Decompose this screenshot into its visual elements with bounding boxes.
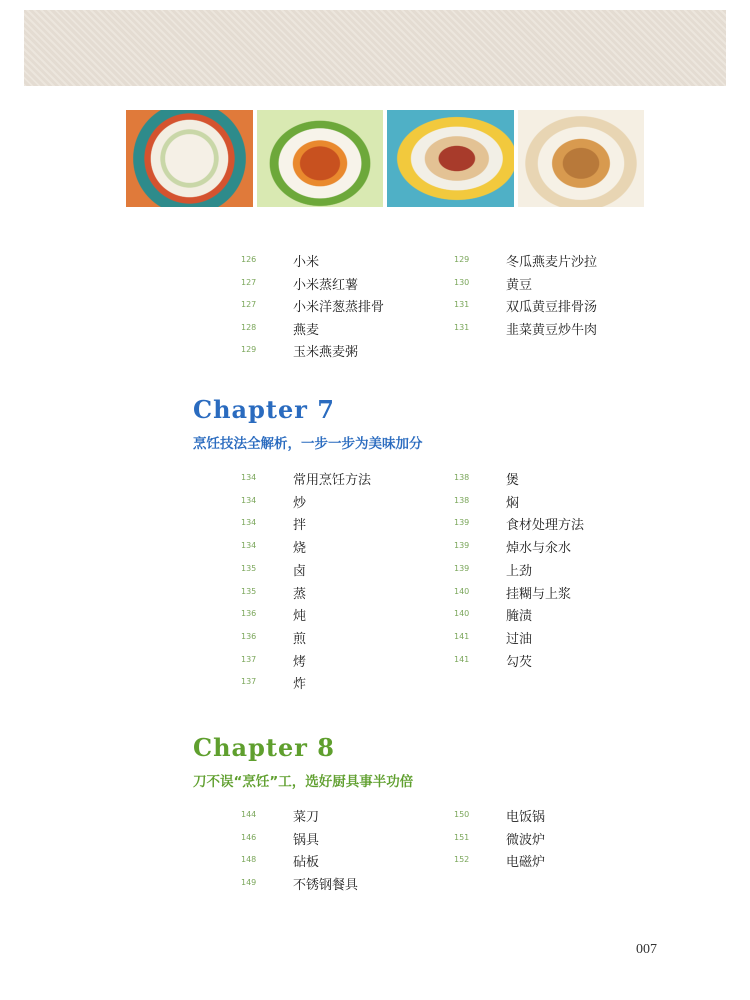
toc-entry-title: 锅具: [293, 832, 320, 848]
page-number: 007: [636, 942, 657, 957]
toc-entry-title: 煎: [293, 631, 307, 647]
toc-entry-title: 炖: [293, 609, 307, 625]
toc-page-number: 128: [241, 322, 257, 332]
toc-entry-title: 拌: [293, 518, 307, 534]
toc-entry-title: 过油: [506, 631, 533, 647]
food-photo-noodles: [518, 110, 645, 207]
toc-page-number: 140: [454, 609, 470, 619]
header-banner: [24, 10, 726, 86]
chapter-7-heading: Chapter 7: [193, 395, 335, 424]
chapter-7-subtitle: 烹饪技法全解析，一步一步为美味加分: [193, 436, 423, 452]
toc-entry-title: 双瓜黄豆排骨汤: [506, 300, 598, 315]
toc-page-number: 134: [241, 541, 257, 551]
toc-entry-title: 砧板: [293, 855, 320, 870]
toc-entry-title: 微波炉: [506, 832, 546, 848]
toc-entry-title: 小米洋葱蒸排骨: [293, 300, 385, 315]
toc-page-number: 136: [241, 609, 257, 619]
toc-entry-title: 韭菜黄豆炒牛肉: [506, 322, 598, 338]
food-photo-stir-fry: [387, 110, 514, 207]
food-photo-braised-chicken: [257, 110, 384, 207]
toc-page-number: 129: [241, 345, 257, 354]
toc-page-number: 135: [241, 586, 257, 596]
toc-entry-title: 菜刀: [293, 810, 320, 825]
toc-entry-title: 勾芡: [506, 654, 533, 670]
toc-page-number: 151: [454, 832, 470, 842]
toc-entry-title: 炒: [293, 495, 307, 511]
toc-page-number: 152: [454, 855, 470, 864]
toc-page-number: 138: [454, 495, 470, 505]
toc-page-number: 140: [454, 586, 470, 596]
food-photo-strip: [126, 110, 644, 207]
toc-page-number: 127: [241, 300, 257, 309]
toc-page-number: 144: [241, 810, 257, 819]
toc-entry-title: 小米: [293, 255, 320, 270]
toc-page-number: 141: [454, 631, 470, 641]
toc-page-number: 134: [241, 473, 257, 482]
toc-entry-title: 电饭锅: [506, 810, 546, 825]
toc-page-number: 131: [454, 300, 470, 309]
food-photo-steamed-cabbage: [126, 110, 253, 207]
toc-page-number: 150: [454, 810, 470, 819]
toc-entry-title: 蒸: [293, 586, 307, 602]
toc-page-number: 126: [241, 255, 257, 264]
toc-entry-title: 挂糊与上浆: [506, 586, 572, 602]
toc-entry-title: 炸: [293, 677, 307, 693]
toc-page-number: 137: [241, 654, 257, 664]
toc-entry-title: 煲: [506, 473, 520, 488]
toc-page-number: 146: [241, 832, 257, 842]
toc-entry-title: 烤: [293, 654, 307, 670]
toc-entry-title: 卤: [293, 563, 307, 579]
toc-entry-title: 玉米燕麦粥: [293, 345, 359, 360]
toc-page-number: 138: [454, 473, 470, 482]
toc-page-number: 131: [454, 322, 470, 332]
chapter-8-heading: Chapter 8: [193, 733, 335, 762]
toc-entry-title: 上劲: [506, 563, 533, 579]
toc-page-number: 141: [454, 654, 470, 664]
toc-entry-title: 腌渍: [506, 609, 533, 625]
toc-entry-title: 不锈钢餐具: [293, 877, 359, 893]
toc-entry-title: 常用烹饪方法: [293, 473, 372, 488]
toc-page-number: 134: [241, 518, 257, 528]
toc-entry-title: 黄豆: [506, 277, 533, 293]
toc-page-number: 130: [454, 277, 470, 287]
toc-entry-title: 焖: [506, 495, 520, 511]
toc-page-number: 139: [454, 518, 470, 528]
toc-page-number: 134: [241, 495, 257, 505]
toc-entry-title: 烧: [293, 541, 307, 557]
chapter-8-subtitle: 刀不误“烹饪”工，选好厨具事半功倍: [193, 774, 414, 790]
toc-page-number: 135: [241, 563, 257, 573]
toc-page-number: 139: [454, 541, 470, 551]
toc-page-number: 148: [241, 855, 257, 864]
toc-page-number: 137: [241, 677, 257, 687]
toc-entry-title: 食材处理方法: [506, 518, 585, 534]
toc-entry-title: 电磁炉: [506, 855, 546, 870]
toc-entry-title: 燕麦: [293, 322, 320, 338]
toc-page-number: 136: [241, 631, 257, 641]
toc-page-number: 139: [454, 563, 470, 573]
toc-page-number: 127: [241, 277, 257, 287]
toc-entry-title: 小米蒸红薯: [293, 277, 359, 293]
toc-entry-title: 冬瓜燕麦片沙拉: [506, 255, 598, 270]
toc-page-number: 129: [454, 255, 470, 264]
toc-page-number: 149: [241, 877, 257, 887]
toc-entry-title: 焯水与氽水: [506, 541, 572, 557]
